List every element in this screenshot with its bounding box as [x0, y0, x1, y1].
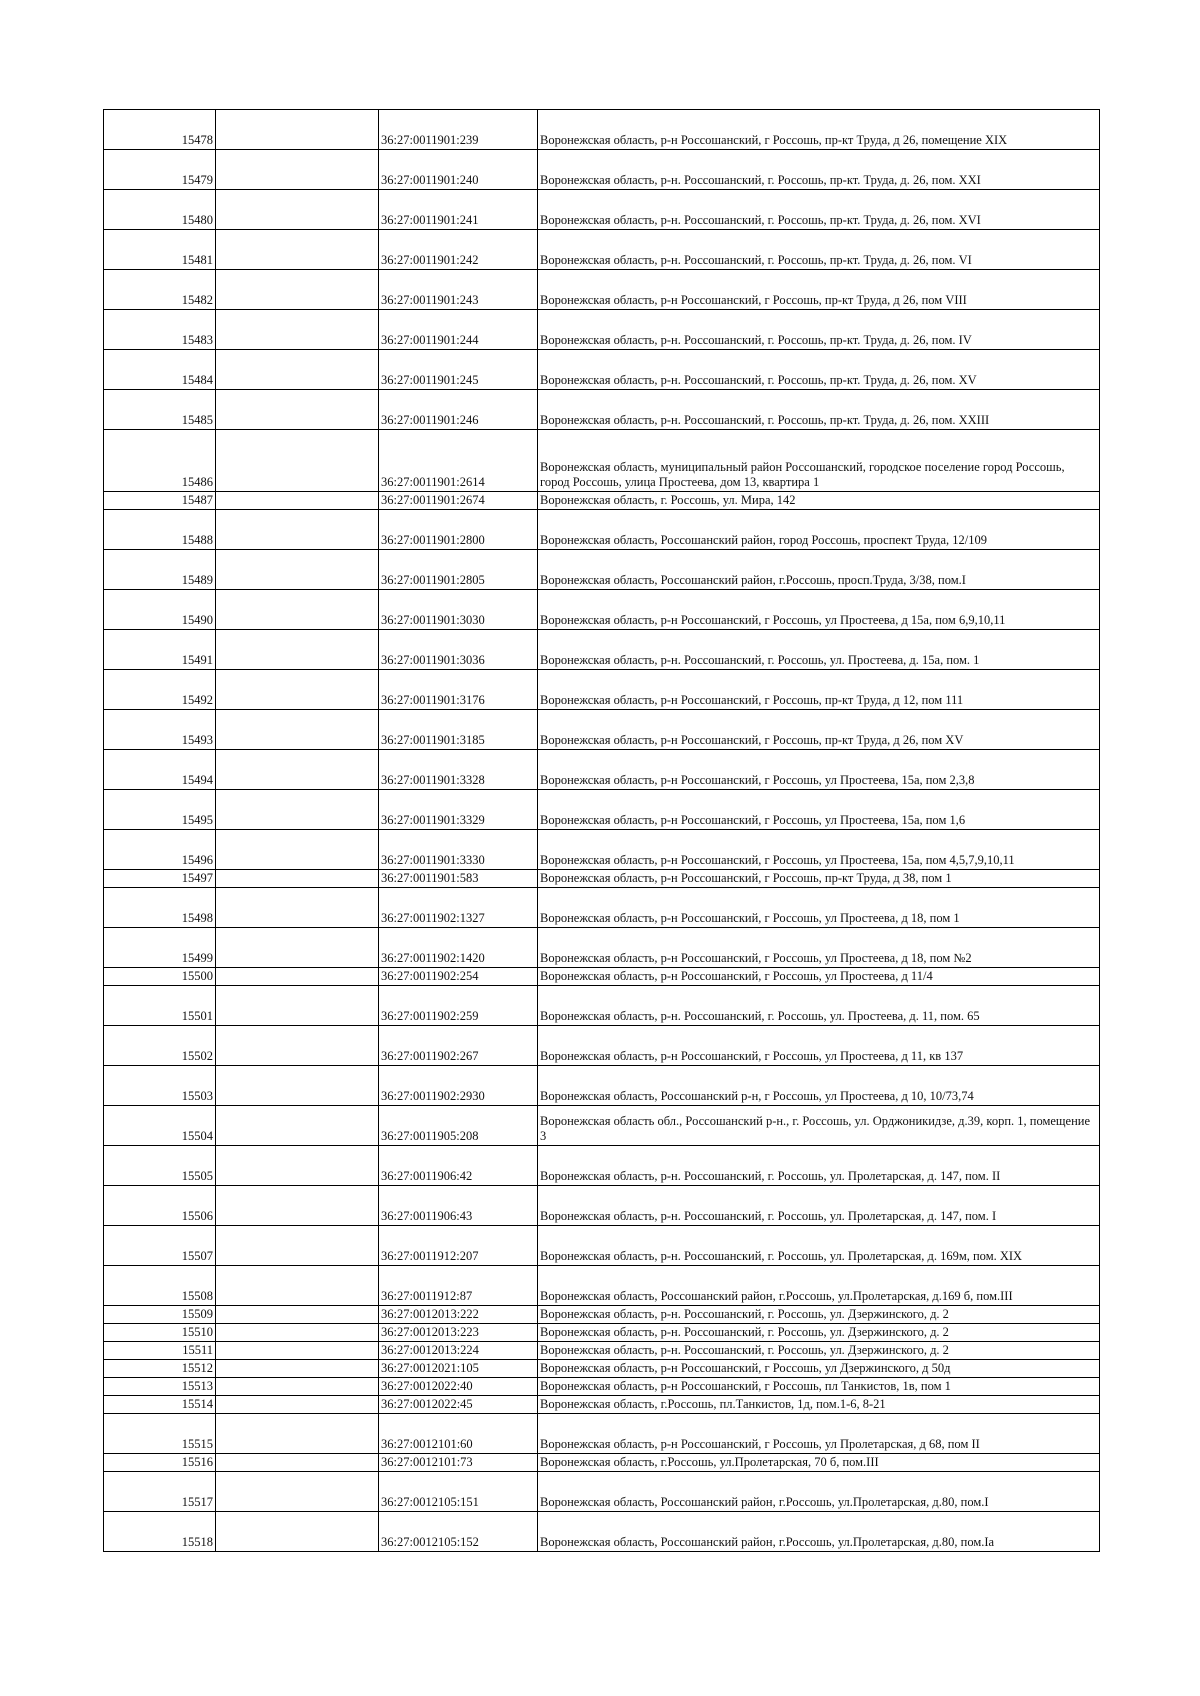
- record-number-cell: 15478: [104, 110, 216, 150]
- cadastral-number-cell: 36:27:0011901:2614: [379, 430, 538, 492]
- address-cell: Воронежская область, г.Россошь, ул.Пролетарская, 70 б, пом.III: [538, 1454, 1100, 1472]
- cadastral-number-cell: 36:27:0011905:208: [379, 1106, 538, 1146]
- table-row: [104, 1306, 1100, 1324]
- table-row: [104, 270, 1100, 310]
- empty-cell: [216, 1414, 379, 1454]
- cadastral-number-cell: 36:27:0012022:40: [379, 1378, 538, 1396]
- record-number-cell: 15486: [104, 430, 216, 492]
- record-number-cell: 15513: [104, 1378, 216, 1396]
- cadastral-number-cell: 36:27:0011901:3176: [379, 670, 538, 710]
- address-cell: Воронежская область, г. Россошь, ул. Мира, 142: [538, 492, 1100, 510]
- table-row: [104, 1512, 1100, 1552]
- empty-cell: [216, 1396, 379, 1414]
- cadastral-number-cell: 36:27:0011901:3328: [379, 750, 538, 790]
- cadastral-number-cell: 36:27:0012013:224: [379, 1342, 538, 1360]
- cadastral-number-cell: 36:27:0011901:246: [379, 390, 538, 430]
- empty-cell: [216, 390, 379, 430]
- address-cell: Воронежская область, р-н Россошанский, г Россошь, ул Пролетарская, д 68, пом II: [538, 1414, 1100, 1454]
- record-number-cell: 15516: [104, 1454, 216, 1472]
- address-cell: Воронежская область, р-н Россошанский, г Россошь, пр-кт Труда, д 38, пом 1: [538, 870, 1100, 888]
- address-cell: Воронежская область, р-н. Россошанский, г. Россошь, ул. Пролетарская, д. 169м, пом. XIX: [538, 1226, 1100, 1266]
- table-row: [104, 870, 1100, 888]
- empty-cell: [216, 1472, 379, 1512]
- cadastral-number-cell: 36:27:0011901:3030: [379, 590, 538, 630]
- record-number-cell: 15491: [104, 630, 216, 670]
- cadastral-number-cell: 36:27:0011901:244: [379, 310, 538, 350]
- address-cell: Воронежская область, р-н Россошанский, г Россошь, пр-кт Труда, д 26, пом VIII: [538, 270, 1100, 310]
- address-cell: Воронежская область, р-н. Россошанский, г. Россошь, пр-кт. Труда, д. 26, пом. XVI: [538, 190, 1100, 230]
- table-row: [104, 1146, 1100, 1186]
- empty-cell: [216, 710, 379, 750]
- registry-table: [103, 109, 1100, 1552]
- address-cell: Воронежская область, р-н Россошанский, г Россошь, пр-кт Труда, д 12, пом 111: [538, 670, 1100, 710]
- address-cell: Воронежская область, р-н. Россошанский, г. Россошь, пр-кт. Труда, д. 26, пом. IV: [538, 310, 1100, 350]
- cadastral-number-cell: 36:27:0011912:87: [379, 1266, 538, 1306]
- table-row: [104, 888, 1100, 928]
- table-row: [104, 1378, 1100, 1396]
- empty-cell: [216, 550, 379, 590]
- empty-cell: [216, 670, 379, 710]
- empty-cell: [216, 1066, 379, 1106]
- table-row: [104, 630, 1100, 670]
- table-row: [104, 1396, 1100, 1414]
- empty-cell: [216, 928, 379, 968]
- record-number-cell: 15488: [104, 510, 216, 550]
- table-row: [104, 430, 1100, 492]
- record-number-cell: 15489: [104, 550, 216, 590]
- table-row: [104, 310, 1100, 350]
- address-cell: Воронежская область, Россошанский р-н, г Россошь, ул Простеева, д 10, 10/73,74: [538, 1066, 1100, 1106]
- empty-cell: [216, 110, 379, 150]
- record-number-cell: 15494: [104, 750, 216, 790]
- table-row: [104, 550, 1100, 590]
- empty-cell: [216, 630, 379, 670]
- empty-cell: [216, 1454, 379, 1472]
- table-row: [104, 986, 1100, 1026]
- cadastral-number-cell: 36:27:0011901:2805: [379, 550, 538, 590]
- table-row: [104, 390, 1100, 430]
- record-number-cell: 15499: [104, 928, 216, 968]
- address-cell: Воронежская область, Россошанский район, г.Россошь, просп.Труда, 3/38, пом.I: [538, 550, 1100, 590]
- empty-cell: [216, 1226, 379, 1266]
- empty-cell: [216, 1342, 379, 1360]
- record-number-cell: 15481: [104, 230, 216, 270]
- table-row: [104, 830, 1100, 870]
- table-row: [104, 928, 1100, 968]
- empty-cell: [216, 1378, 379, 1396]
- table-row: [104, 1186, 1100, 1226]
- record-number-cell: 15493: [104, 710, 216, 750]
- empty-cell: [216, 968, 379, 986]
- record-number-cell: 15479: [104, 150, 216, 190]
- cadastral-number-cell: 36:27:0012021:105: [379, 1360, 538, 1378]
- table-row: [104, 510, 1100, 550]
- record-number-cell: 15500: [104, 968, 216, 986]
- address-cell: Воронежская область, р-н. Россошанский, г. Россошь, ул. Пролетарская, д. 147, пом. I: [538, 1186, 1100, 1226]
- record-number-cell: 15506: [104, 1186, 216, 1226]
- table-row: [104, 790, 1100, 830]
- cadastral-number-cell: 36:27:0011901:241: [379, 190, 538, 230]
- table-row: [104, 968, 1100, 986]
- cadastral-number-cell: 36:27:0012013:223: [379, 1324, 538, 1342]
- cadastral-number-cell: 36:27:0011902:254: [379, 968, 538, 986]
- record-number-cell: 15490: [104, 590, 216, 630]
- record-number-cell: 15515: [104, 1414, 216, 1454]
- table-row: [104, 670, 1100, 710]
- address-cell: Воронежская область, р-н Россошанский, г Россошь, ул Простеева, д 18, пом 1: [538, 888, 1100, 928]
- cadastral-number-cell: 36:27:0011906:43: [379, 1186, 538, 1226]
- address-cell: Воронежская область, р-н Россошанский, г Россошь, ул Простеева, д 18, пом №2: [538, 928, 1100, 968]
- record-number-cell: 15495: [104, 790, 216, 830]
- record-number-cell: 15517: [104, 1472, 216, 1512]
- table-row: [104, 590, 1100, 630]
- address-cell: Воронежская область, р-н Россошанский, г Россошь, пр-кт Труда, д 26, помещение XIX: [538, 110, 1100, 150]
- empty-cell: [216, 1186, 379, 1226]
- record-number-cell: 15511: [104, 1342, 216, 1360]
- cadastral-number-cell: 36:27:0011901:242: [379, 230, 538, 270]
- empty-cell: [216, 190, 379, 230]
- cadastral-number-cell: 36:27:0011902:267: [379, 1026, 538, 1066]
- record-number-cell: 15507: [104, 1226, 216, 1266]
- address-cell: Воронежская область, р-н. Россошанский, г. Россошь, пр-кт. Труда, д. 26, пом. XV: [538, 350, 1100, 390]
- address-cell: Воронежская область, р-н. Россошанский, г. Россошь, ул. Простеева, д. 15а, пом. 1: [538, 630, 1100, 670]
- table-row: [104, 1454, 1100, 1472]
- address-cell: Воронежская область, р-н Россошанский, г Россошь, пр-кт Труда, д 26, пом XV: [538, 710, 1100, 750]
- cadastral-number-cell: 36:27:0011901:3185: [379, 710, 538, 750]
- cadastral-number-cell: 36:27:0011912:207: [379, 1226, 538, 1266]
- empty-cell: [216, 150, 379, 190]
- empty-cell: [216, 750, 379, 790]
- record-number-cell: 15501: [104, 986, 216, 1026]
- table-row: [104, 1472, 1100, 1512]
- cadastral-number-cell: 36:27:0011901:239: [379, 110, 538, 150]
- table-row: [104, 1342, 1100, 1360]
- address-cell: Воронежская область, р-н. Россошанский, г. Россошь, пр-кт. Труда, д. 26, пом. XXI: [538, 150, 1100, 190]
- address-cell: Воронежская область, р-н. Россошанский, г. Россошь, пр-кт. Труда, д. 26, пом. VI: [538, 230, 1100, 270]
- table-row: [104, 750, 1100, 790]
- record-number-cell: 15512: [104, 1360, 216, 1378]
- table-row: [104, 190, 1100, 230]
- record-number-cell: 15487: [104, 492, 216, 510]
- record-number-cell: 15504: [104, 1106, 216, 1146]
- address-cell: Воронежская область, р-н Россошанский, г Россошь, ул Простеева, д 15а, пом 6,9,10,11: [538, 590, 1100, 630]
- empty-cell: [216, 492, 379, 510]
- address-cell: Воронежская область, Россошанский район, г.Россошь, ул.Пролетарская, д.80, пом.I: [538, 1472, 1100, 1512]
- address-cell: Воронежская область, р-н. Россошанский, г. Россошь, ул. Простеева, д. 11, пом. 65: [538, 986, 1100, 1026]
- record-number-cell: 15510: [104, 1324, 216, 1342]
- empty-cell: [216, 986, 379, 1026]
- cadastral-number-cell: 36:27:0011901:583: [379, 870, 538, 888]
- table-row: [104, 710, 1100, 750]
- record-number-cell: 15505: [104, 1146, 216, 1186]
- table-row: [104, 1360, 1100, 1378]
- address-cell: Воронежская область, муниципальный район Россошанский, городское поселение город Россошь, город Россошь, улица Простеева, дом 13, квартира 1: [538, 430, 1100, 492]
- record-number-cell: 15503: [104, 1066, 216, 1106]
- table-row: [104, 1066, 1100, 1106]
- address-cell: Воронежская область, р-н. Россошанский, г. Россошь, ул. Дзержинского, д. 2: [538, 1324, 1100, 1342]
- address-cell: Воронежская область, р-н Россошанский, г Россошь, ул Простеева, 15а, пом 1,6: [538, 790, 1100, 830]
- record-number-cell: 15482: [104, 270, 216, 310]
- cadastral-number-cell: 36:27:0011906:42: [379, 1146, 538, 1186]
- table-row: [104, 1026, 1100, 1066]
- cadastral-number-cell: 36:27:0012105:152: [379, 1512, 538, 1552]
- cadastral-number-cell: 36:27:0012101:73: [379, 1454, 538, 1472]
- cadastral-number-cell: 36:27:0012105:151: [379, 1472, 538, 1512]
- address-cell: Воронежская область, р-н Россошанский, г Россошь, ул Простеева, д 11, кв 137: [538, 1026, 1100, 1066]
- cadastral-number-cell: 36:27:0011902:259: [379, 986, 538, 1026]
- table-row: [104, 1324, 1100, 1342]
- empty-cell: [216, 1306, 379, 1324]
- empty-cell: [216, 310, 379, 350]
- address-cell: Воронежская область, р-н Россошанский, г Россошь, ул Простеева, д 11/4: [538, 968, 1100, 986]
- address-cell: Воронежская область обл., Россошанский р-н., г. Россошь, ул. Орджоникидзе, д.39, корп. 1, помещение 3: [538, 1106, 1100, 1146]
- cadastral-number-cell: 36:27:0011901:3330: [379, 830, 538, 870]
- cadastral-number-cell: 36:27:0011901:243: [379, 270, 538, 310]
- empty-cell: [216, 870, 379, 888]
- record-number-cell: 15496: [104, 830, 216, 870]
- record-number-cell: 15498: [104, 888, 216, 928]
- cadastral-number-cell: 36:27:0011902:2930: [379, 1066, 538, 1106]
- address-cell: Воронежская область, р-н Россошанский, г Россошь, ул Простеева, 15а, пом 2,3,8: [538, 750, 1100, 790]
- record-number-cell: 15502: [104, 1026, 216, 1066]
- record-number-cell: 15484: [104, 350, 216, 390]
- empty-cell: [216, 830, 379, 870]
- record-number-cell: 15492: [104, 670, 216, 710]
- address-cell: Воронежская область, р-н. Россошанский, г. Россошь, ул. Дзержинского, д. 2: [538, 1342, 1100, 1360]
- record-number-cell: 15480: [104, 190, 216, 230]
- table-row: [104, 1106, 1100, 1146]
- table-row: [104, 230, 1100, 270]
- registry-table-body: [104, 110, 1100, 1552]
- table-row: [104, 110, 1100, 150]
- record-number-cell: 15518: [104, 1512, 216, 1552]
- address-cell: Воронежская область, Россошанский район, город Россошь, проспект Труда, 12/109: [538, 510, 1100, 550]
- address-cell: Воронежская область, р-н Россошанский, г Россошь, ул Дзержинского, д 50д: [538, 1360, 1100, 1378]
- address-cell: Воронежская область, р-н Россошанский, г Россошь, ул Простеева, 15а, пом 4,5,7,9,10,11: [538, 830, 1100, 870]
- empty-cell: [216, 790, 379, 830]
- table-row: [104, 1414, 1100, 1454]
- table-row: [104, 350, 1100, 390]
- empty-cell: [216, 1106, 379, 1146]
- empty-cell: [216, 230, 379, 270]
- empty-cell: [216, 430, 379, 492]
- cadastral-number-cell: 36:27:0011902:1420: [379, 928, 538, 968]
- address-cell: Воронежская область, р-н Россошанский, г Россошь, пл Танкистов, 1в, пом 1: [538, 1378, 1100, 1396]
- record-number-cell: 15485: [104, 390, 216, 430]
- cadastral-number-cell: 36:27:0011901:245: [379, 350, 538, 390]
- empty-cell: [216, 270, 379, 310]
- cadastral-number-cell: 36:27:0011901:3329: [379, 790, 538, 830]
- cadastral-number-cell: 36:27:0011902:1327: [379, 888, 538, 928]
- empty-cell: [216, 1512, 379, 1552]
- empty-cell: [216, 510, 379, 550]
- cadastral-number-cell: 36:27:0011901:3036: [379, 630, 538, 670]
- table-row: [104, 1266, 1100, 1306]
- table-row: [104, 1226, 1100, 1266]
- record-number-cell: 15483: [104, 310, 216, 350]
- table-row: [104, 150, 1100, 190]
- cadastral-number-cell: 36:27:0011901:2800: [379, 510, 538, 550]
- cadastral-number-cell: 36:27:0012101:60: [379, 1414, 538, 1454]
- record-number-cell: 15514: [104, 1396, 216, 1414]
- record-number-cell: 15509: [104, 1306, 216, 1324]
- record-number-cell: 15508: [104, 1266, 216, 1306]
- address-cell: Воронежская область, р-н. Россошанский, г. Россошь, ул. Пролетарская, д. 147, пом. II: [538, 1146, 1100, 1186]
- empty-cell: [216, 1026, 379, 1066]
- address-cell: Воронежская область, Россошанский район, г.Россошь, ул.Пролетарская, д.80, пом.Iа: [538, 1512, 1100, 1552]
- address-cell: Воронежская область, р-н. Россошанский, г. Россошь, ул. Дзержинского, д. 2: [538, 1306, 1100, 1324]
- cadastral-number-cell: 36:27:0012022:45: [379, 1396, 538, 1414]
- empty-cell: [216, 1146, 379, 1186]
- empty-cell: [216, 1360, 379, 1378]
- empty-cell: [216, 1324, 379, 1342]
- empty-cell: [216, 888, 379, 928]
- empty-cell: [216, 590, 379, 630]
- empty-cell: [216, 350, 379, 390]
- record-number-cell: 15497: [104, 870, 216, 888]
- address-cell: Воронежская область, Россошанский район, г.Россошь, ул.Пролетарская, д.169 б, пом.III: [538, 1266, 1100, 1306]
- cadastral-number-cell: 36:27:0011901:240: [379, 150, 538, 190]
- cadastral-number-cell: 36:27:0011901:2674: [379, 492, 538, 510]
- address-cell: Воронежская область, р-н. Россошанский, г. Россошь, пр-кт. Труда, д. 26, пом. XXIII: [538, 390, 1100, 430]
- cadastral-number-cell: 36:27:0012013:222: [379, 1306, 538, 1324]
- address-cell: Воронежская область, г.Россошь, пл.Танкистов, 1д, пом.1-6, 8-21: [538, 1396, 1100, 1414]
- table-row: [104, 492, 1100, 510]
- empty-cell: [216, 1266, 379, 1306]
